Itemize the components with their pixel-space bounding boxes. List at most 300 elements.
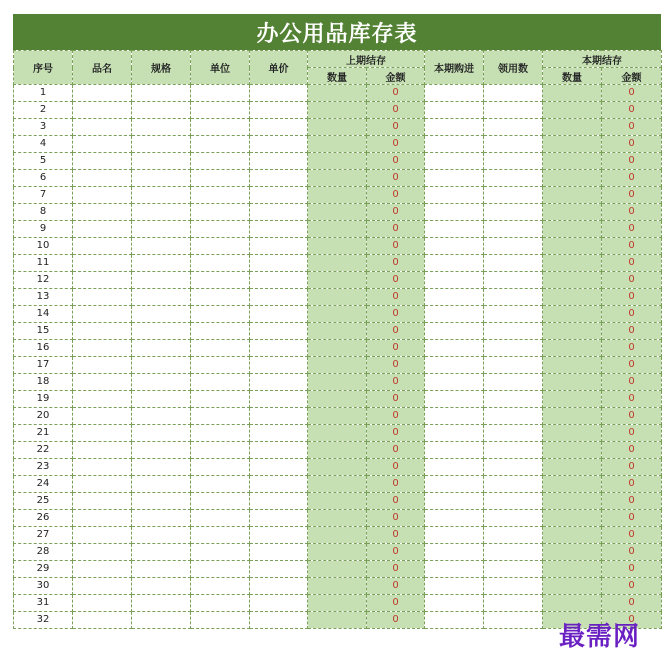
purchase-cell[interactable] xyxy=(425,255,484,272)
purchase-cell[interactable] xyxy=(425,612,484,629)
prev-qty-cell[interactable] xyxy=(308,578,367,595)
curr-amount-cell[interactable]: 0 xyxy=(602,612,662,629)
unit-cell[interactable] xyxy=(191,391,250,408)
curr-qty-cell[interactable] xyxy=(543,493,602,510)
unit-cell[interactable] xyxy=(191,119,250,136)
used-cell[interactable] xyxy=(484,561,543,578)
header-spec[interactable]: 规格 xyxy=(132,51,191,85)
seq-cell[interactable]: 19 xyxy=(14,391,73,408)
used-cell[interactable] xyxy=(484,153,543,170)
prev-amount-cell[interactable]: 0 xyxy=(367,187,425,204)
unit-cell[interactable] xyxy=(191,85,250,102)
used-cell[interactable] xyxy=(484,289,543,306)
used-cell[interactable] xyxy=(484,340,543,357)
purchase-cell[interactable] xyxy=(425,153,484,170)
seq-cell[interactable]: 11 xyxy=(14,255,73,272)
prev-amount-cell[interactable]: 0 xyxy=(367,340,425,357)
purchase-cell[interactable] xyxy=(425,289,484,306)
prev-amount-cell[interactable]: 0 xyxy=(367,459,425,476)
prev-qty-cell[interactable] xyxy=(308,544,367,561)
purchase-cell[interactable] xyxy=(425,442,484,459)
name-cell[interactable] xyxy=(73,170,132,187)
curr-qty-cell[interactable] xyxy=(543,306,602,323)
used-cell[interactable] xyxy=(484,221,543,238)
prev-qty-cell[interactable] xyxy=(308,408,367,425)
prev-amount-cell[interactable]: 0 xyxy=(367,153,425,170)
used-cell[interactable] xyxy=(484,272,543,289)
prev-qty-cell[interactable] xyxy=(308,340,367,357)
purchase-cell[interactable] xyxy=(425,187,484,204)
header-prev-balance[interactable]: 上期结存 xyxy=(308,51,425,68)
curr-qty-cell[interactable] xyxy=(543,85,602,102)
seq-cell[interactable]: 7 xyxy=(14,187,73,204)
prev-qty-cell[interactable] xyxy=(308,221,367,238)
unit-cell[interactable] xyxy=(191,102,250,119)
curr-qty-cell[interactable] xyxy=(543,476,602,493)
purchase-cell[interactable] xyxy=(425,340,484,357)
name-cell[interactable] xyxy=(73,323,132,340)
spec-cell[interactable] xyxy=(132,612,191,629)
seq-cell[interactable]: 32 xyxy=(14,612,73,629)
seq-cell[interactable]: 5 xyxy=(14,153,73,170)
prev-amount-cell[interactable]: 0 xyxy=(367,272,425,289)
spec-cell[interactable] xyxy=(132,289,191,306)
spec-cell[interactable] xyxy=(132,136,191,153)
seq-cell[interactable]: 1 xyxy=(14,85,73,102)
prev-qty-cell[interactable] xyxy=(308,374,367,391)
spec-cell[interactable] xyxy=(132,527,191,544)
header-prev-amount[interactable]: 金额 xyxy=(367,68,425,85)
purchase-cell[interactable] xyxy=(425,459,484,476)
spec-cell[interactable] xyxy=(132,85,191,102)
price-cell[interactable] xyxy=(250,527,308,544)
spec-cell[interactable] xyxy=(132,374,191,391)
curr-amount-cell[interactable]: 0 xyxy=(602,374,662,391)
prev-qty-cell[interactable] xyxy=(308,323,367,340)
name-cell[interactable] xyxy=(73,204,132,221)
curr-qty-cell[interactable] xyxy=(543,340,602,357)
used-cell[interactable] xyxy=(484,119,543,136)
prev-amount-cell[interactable]: 0 xyxy=(367,544,425,561)
purchase-cell[interactable] xyxy=(425,119,484,136)
price-cell[interactable] xyxy=(250,255,308,272)
header-purchase[interactable]: 本期购进 xyxy=(425,51,484,85)
curr-amount-cell[interactable]: 0 xyxy=(602,272,662,289)
spec-cell[interactable] xyxy=(132,595,191,612)
purchase-cell[interactable] xyxy=(425,578,484,595)
unit-cell[interactable] xyxy=(191,289,250,306)
prev-amount-cell[interactable]: 0 xyxy=(367,493,425,510)
purchase-cell[interactable] xyxy=(425,85,484,102)
purchase-cell[interactable] xyxy=(425,136,484,153)
name-cell[interactable] xyxy=(73,595,132,612)
seq-cell[interactable]: 17 xyxy=(14,357,73,374)
price-cell[interactable] xyxy=(250,136,308,153)
unit-cell[interactable] xyxy=(191,374,250,391)
unit-cell[interactable] xyxy=(191,136,250,153)
seq-cell[interactable]: 20 xyxy=(14,408,73,425)
used-cell[interactable] xyxy=(484,510,543,527)
spec-cell[interactable] xyxy=(132,306,191,323)
prev-qty-cell[interactable] xyxy=(308,119,367,136)
prev-qty-cell[interactable] xyxy=(308,204,367,221)
prev-qty-cell[interactable] xyxy=(308,391,367,408)
spec-cell[interactable] xyxy=(132,170,191,187)
spec-cell[interactable] xyxy=(132,442,191,459)
name-cell[interactable] xyxy=(73,527,132,544)
unit-cell[interactable] xyxy=(191,612,250,629)
used-cell[interactable] xyxy=(484,238,543,255)
prev-qty-cell[interactable] xyxy=(308,612,367,629)
purchase-cell[interactable] xyxy=(425,476,484,493)
prev-qty-cell[interactable] xyxy=(308,272,367,289)
purchase-cell[interactable] xyxy=(425,527,484,544)
used-cell[interactable] xyxy=(484,357,543,374)
price-cell[interactable] xyxy=(250,425,308,442)
price-cell[interactable] xyxy=(250,374,308,391)
name-cell[interactable] xyxy=(73,119,132,136)
seq-cell[interactable]: 8 xyxy=(14,204,73,221)
seq-cell[interactable]: 26 xyxy=(14,510,73,527)
purchase-cell[interactable] xyxy=(425,425,484,442)
prev-qty-cell[interactable] xyxy=(308,289,367,306)
curr-qty-cell[interactable] xyxy=(543,357,602,374)
prev-amount-cell[interactable]: 0 xyxy=(367,102,425,119)
price-cell[interactable] xyxy=(250,493,308,510)
name-cell[interactable] xyxy=(73,493,132,510)
price-cell[interactable] xyxy=(250,170,308,187)
curr-qty-cell[interactable] xyxy=(543,221,602,238)
prev-qty-cell[interactable] xyxy=(308,510,367,527)
curr-amount-cell[interactable]: 0 xyxy=(602,85,662,102)
spec-cell[interactable] xyxy=(132,476,191,493)
prev-qty-cell[interactable] xyxy=(308,85,367,102)
curr-amount-cell[interactable]: 0 xyxy=(602,476,662,493)
name-cell[interactable] xyxy=(73,561,132,578)
prev-qty-cell[interactable] xyxy=(308,527,367,544)
purchase-cell[interactable] xyxy=(425,510,484,527)
curr-qty-cell[interactable] xyxy=(543,136,602,153)
used-cell[interactable] xyxy=(484,306,543,323)
curr-qty-cell[interactable] xyxy=(543,323,602,340)
spec-cell[interactable] xyxy=(132,340,191,357)
used-cell[interactable] xyxy=(484,612,543,629)
curr-amount-cell[interactable]: 0 xyxy=(602,323,662,340)
unit-cell[interactable] xyxy=(191,510,250,527)
purchase-cell[interactable] xyxy=(425,170,484,187)
curr-amount-cell[interactable]: 0 xyxy=(602,425,662,442)
used-cell[interactable] xyxy=(484,187,543,204)
curr-qty-cell[interactable] xyxy=(543,425,602,442)
prev-amount-cell[interactable]: 0 xyxy=(367,510,425,527)
header-curr-amount[interactable]: 金额 xyxy=(602,68,662,85)
name-cell[interactable] xyxy=(73,85,132,102)
prev-qty-cell[interactable] xyxy=(308,187,367,204)
spec-cell[interactable] xyxy=(132,391,191,408)
seq-cell[interactable]: 13 xyxy=(14,289,73,306)
purchase-cell[interactable] xyxy=(425,544,484,561)
name-cell[interactable] xyxy=(73,221,132,238)
curr-qty-cell[interactable] xyxy=(543,408,602,425)
prev-amount-cell[interactable]: 0 xyxy=(367,289,425,306)
used-cell[interactable] xyxy=(484,425,543,442)
prev-amount-cell[interactable]: 0 xyxy=(367,221,425,238)
curr-qty-cell[interactable] xyxy=(543,391,602,408)
unit-cell[interactable] xyxy=(191,561,250,578)
name-cell[interactable] xyxy=(73,187,132,204)
name-cell[interactable] xyxy=(73,153,132,170)
name-cell[interactable] xyxy=(73,289,132,306)
curr-qty-cell[interactable] xyxy=(543,238,602,255)
curr-qty-cell[interactable] xyxy=(543,272,602,289)
curr-qty-cell[interactable] xyxy=(543,442,602,459)
used-cell[interactable] xyxy=(484,85,543,102)
price-cell[interactable] xyxy=(250,578,308,595)
curr-amount-cell[interactable]: 0 xyxy=(602,153,662,170)
prev-qty-cell[interactable] xyxy=(308,442,367,459)
used-cell[interactable] xyxy=(484,374,543,391)
name-cell[interactable] xyxy=(73,459,132,476)
curr-qty-cell[interactable] xyxy=(543,544,602,561)
prev-amount-cell[interactable]: 0 xyxy=(367,391,425,408)
prev-amount-cell[interactable]: 0 xyxy=(367,561,425,578)
price-cell[interactable] xyxy=(250,357,308,374)
curr-amount-cell[interactable]: 0 xyxy=(602,595,662,612)
header-prev-qty[interactable]: 数量 xyxy=(308,68,367,85)
price-cell[interactable] xyxy=(250,85,308,102)
name-cell[interactable] xyxy=(73,442,132,459)
spec-cell[interactable] xyxy=(132,323,191,340)
seq-cell[interactable]: 28 xyxy=(14,544,73,561)
spec-cell[interactable] xyxy=(132,408,191,425)
used-cell[interactable] xyxy=(484,391,543,408)
curr-amount-cell[interactable]: 0 xyxy=(602,238,662,255)
unit-cell[interactable] xyxy=(191,221,250,238)
purchase-cell[interactable] xyxy=(425,306,484,323)
used-cell[interactable] xyxy=(484,102,543,119)
prev-amount-cell[interactable]: 0 xyxy=(367,442,425,459)
purchase-cell[interactable] xyxy=(425,238,484,255)
unit-cell[interactable] xyxy=(191,578,250,595)
unit-cell[interactable] xyxy=(191,238,250,255)
name-cell[interactable] xyxy=(73,136,132,153)
spec-cell[interactable] xyxy=(132,102,191,119)
curr-amount-cell[interactable]: 0 xyxy=(602,510,662,527)
seq-cell[interactable]: 3 xyxy=(14,119,73,136)
used-cell[interactable] xyxy=(484,442,543,459)
name-cell[interactable] xyxy=(73,510,132,527)
unit-cell[interactable] xyxy=(191,595,250,612)
curr-amount-cell[interactable]: 0 xyxy=(602,102,662,119)
name-cell[interactable] xyxy=(73,544,132,561)
used-cell[interactable] xyxy=(484,493,543,510)
spec-cell[interactable] xyxy=(132,578,191,595)
spec-cell[interactable] xyxy=(132,510,191,527)
prev-qty-cell[interactable] xyxy=(308,306,367,323)
prev-qty-cell[interactable] xyxy=(308,238,367,255)
purchase-cell[interactable] xyxy=(425,391,484,408)
unit-cell[interactable] xyxy=(191,340,250,357)
curr-qty-cell[interactable] xyxy=(543,102,602,119)
prev-amount-cell[interactable]: 0 xyxy=(367,357,425,374)
purchase-cell[interactable] xyxy=(425,323,484,340)
prev-qty-cell[interactable] xyxy=(308,170,367,187)
seq-cell[interactable]: 6 xyxy=(14,170,73,187)
prev-amount-cell[interactable]: 0 xyxy=(367,85,425,102)
name-cell[interactable] xyxy=(73,238,132,255)
unit-cell[interactable] xyxy=(191,187,250,204)
purchase-cell[interactable] xyxy=(425,374,484,391)
spec-cell[interactable] xyxy=(132,119,191,136)
purchase-cell[interactable] xyxy=(425,357,484,374)
price-cell[interactable] xyxy=(250,289,308,306)
name-cell[interactable] xyxy=(73,374,132,391)
spec-cell[interactable] xyxy=(132,357,191,374)
curr-amount-cell[interactable]: 0 xyxy=(602,306,662,323)
purchase-cell[interactable] xyxy=(425,204,484,221)
spec-cell[interactable] xyxy=(132,187,191,204)
curr-qty-cell[interactable] xyxy=(543,595,602,612)
name-cell[interactable] xyxy=(73,306,132,323)
purchase-cell[interactable] xyxy=(425,221,484,238)
unit-cell[interactable] xyxy=(191,493,250,510)
price-cell[interactable] xyxy=(250,459,308,476)
name-cell[interactable] xyxy=(73,578,132,595)
curr-amount-cell[interactable]: 0 xyxy=(602,544,662,561)
unit-cell[interactable] xyxy=(191,323,250,340)
header-curr-qty[interactable]: 数量 xyxy=(543,68,602,85)
header-name[interactable]: 品名 xyxy=(73,51,132,85)
unit-cell[interactable] xyxy=(191,153,250,170)
purchase-cell[interactable] xyxy=(425,408,484,425)
prev-amount-cell[interactable]: 0 xyxy=(367,408,425,425)
curr-amount-cell[interactable]: 0 xyxy=(602,340,662,357)
seq-cell[interactable]: 30 xyxy=(14,578,73,595)
seq-cell[interactable]: 12 xyxy=(14,272,73,289)
header-used[interactable]: 领用数 xyxy=(484,51,543,85)
unit-cell[interactable] xyxy=(191,442,250,459)
curr-amount-cell[interactable]: 0 xyxy=(602,187,662,204)
prev-amount-cell[interactable]: 0 xyxy=(367,119,425,136)
unit-cell[interactable] xyxy=(191,272,250,289)
purchase-cell[interactable] xyxy=(425,595,484,612)
prev-amount-cell[interactable]: 0 xyxy=(367,306,425,323)
prev-amount-cell[interactable]: 0 xyxy=(367,255,425,272)
curr-amount-cell[interactable]: 0 xyxy=(602,119,662,136)
used-cell[interactable] xyxy=(484,323,543,340)
used-cell[interactable] xyxy=(484,527,543,544)
curr-qty-cell[interactable] xyxy=(543,204,602,221)
spec-cell[interactable] xyxy=(132,255,191,272)
curr-amount-cell[interactable]: 0 xyxy=(602,442,662,459)
name-cell[interactable] xyxy=(73,391,132,408)
curr-qty-cell[interactable] xyxy=(543,510,602,527)
curr-amount-cell[interactable]: 0 xyxy=(602,493,662,510)
curr-amount-cell[interactable]: 0 xyxy=(602,170,662,187)
curr-amount-cell[interactable]: 0 xyxy=(602,561,662,578)
unit-cell[interactable] xyxy=(191,476,250,493)
curr-qty-cell[interactable] xyxy=(543,187,602,204)
spec-cell[interactable] xyxy=(132,221,191,238)
purchase-cell[interactable] xyxy=(425,493,484,510)
spec-cell[interactable] xyxy=(132,238,191,255)
prev-amount-cell[interactable]: 0 xyxy=(367,527,425,544)
curr-amount-cell[interactable]: 0 xyxy=(602,289,662,306)
unit-cell[interactable] xyxy=(191,544,250,561)
used-cell[interactable] xyxy=(484,255,543,272)
unit-cell[interactable] xyxy=(191,170,250,187)
seq-cell[interactable]: 16 xyxy=(14,340,73,357)
seq-cell[interactable]: 23 xyxy=(14,459,73,476)
seq-cell[interactable]: 29 xyxy=(14,561,73,578)
prev-qty-cell[interactable] xyxy=(308,459,367,476)
prev-amount-cell[interactable]: 0 xyxy=(367,204,425,221)
price-cell[interactable] xyxy=(250,306,308,323)
seq-cell[interactable]: 2 xyxy=(14,102,73,119)
price-cell[interactable] xyxy=(250,612,308,629)
prev-amount-cell[interactable]: 0 xyxy=(367,238,425,255)
unit-cell[interactable] xyxy=(191,425,250,442)
used-cell[interactable] xyxy=(484,544,543,561)
price-cell[interactable] xyxy=(250,595,308,612)
unit-cell[interactable] xyxy=(191,255,250,272)
curr-amount-cell[interactable]: 0 xyxy=(602,357,662,374)
unit-cell[interactable] xyxy=(191,357,250,374)
curr-qty-cell[interactable] xyxy=(543,561,602,578)
prev-qty-cell[interactable] xyxy=(308,357,367,374)
price-cell[interactable] xyxy=(250,153,308,170)
name-cell[interactable] xyxy=(73,340,132,357)
used-cell[interactable] xyxy=(484,408,543,425)
seq-cell[interactable]: 18 xyxy=(14,374,73,391)
unit-cell[interactable] xyxy=(191,306,250,323)
unit-cell[interactable] xyxy=(191,527,250,544)
prev-amount-cell[interactable]: 0 xyxy=(367,476,425,493)
prev-qty-cell[interactable] xyxy=(308,561,367,578)
used-cell[interactable] xyxy=(484,136,543,153)
prev-amount-cell[interactable]: 0 xyxy=(367,136,425,153)
prev-qty-cell[interactable] xyxy=(308,476,367,493)
price-cell[interactable] xyxy=(250,561,308,578)
price-cell[interactable] xyxy=(250,476,308,493)
unit-cell[interactable] xyxy=(191,408,250,425)
used-cell[interactable] xyxy=(484,578,543,595)
seq-cell[interactable]: 22 xyxy=(14,442,73,459)
curr-amount-cell[interactable]: 0 xyxy=(602,255,662,272)
name-cell[interactable] xyxy=(73,612,132,629)
curr-qty-cell[interactable] xyxy=(543,374,602,391)
seq-cell[interactable]: 9 xyxy=(14,221,73,238)
prev-qty-cell[interactable] xyxy=(308,595,367,612)
spec-cell[interactable] xyxy=(132,493,191,510)
price-cell[interactable] xyxy=(250,221,308,238)
price-cell[interactable] xyxy=(250,544,308,561)
price-cell[interactable] xyxy=(250,408,308,425)
curr-amount-cell[interactable]: 0 xyxy=(602,221,662,238)
used-cell[interactable] xyxy=(484,459,543,476)
price-cell[interactable] xyxy=(250,187,308,204)
curr-amount-cell[interactable]: 0 xyxy=(602,136,662,153)
prev-qty-cell[interactable] xyxy=(308,136,367,153)
used-cell[interactable] xyxy=(484,204,543,221)
name-cell[interactable] xyxy=(73,408,132,425)
seq-cell[interactable]: 31 xyxy=(14,595,73,612)
seq-cell[interactable]: 10 xyxy=(14,238,73,255)
header-price[interactable]: 单价 xyxy=(250,51,308,85)
header-unit[interactable]: 单位 xyxy=(191,51,250,85)
prev-amount-cell[interactable]: 0 xyxy=(367,323,425,340)
prev-qty-cell[interactable] xyxy=(308,493,367,510)
